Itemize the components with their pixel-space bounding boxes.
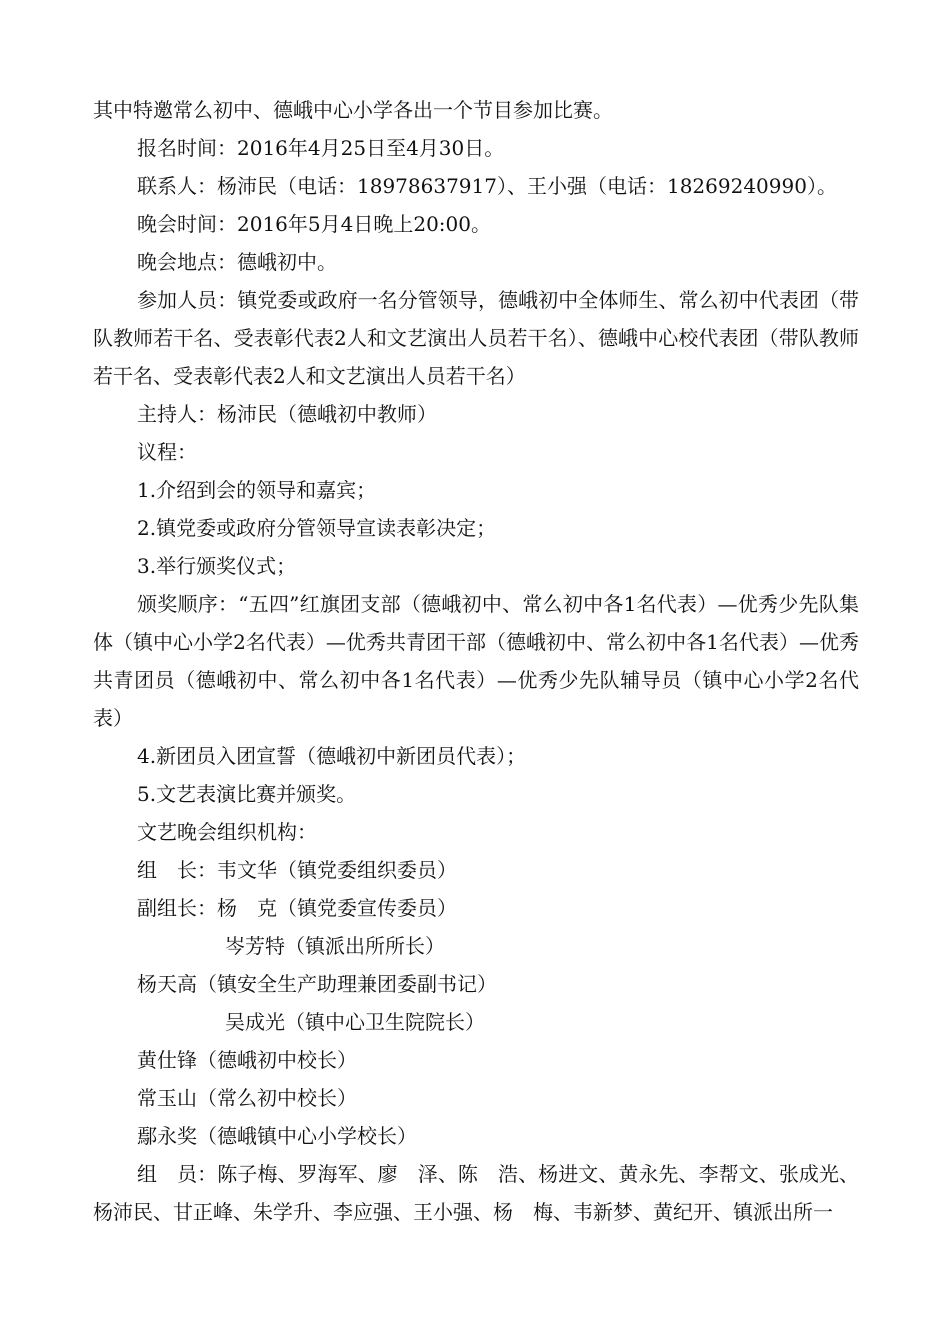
participants-paragraph: 参加人员：镇党委或政府一名分管领导，德峨初中全体师生、常么初中代表团（带队教师若干名、受表彰代表2人和文艺演出人员若干名）、德峨中心校代表团（带队教师若干名、受表彰代表2人和文艺演出人员若干名） [93,288,859,388]
vice-leader-line-6: 常玉山（常么初中校长） [137,1086,357,1110]
members-paragraph: 组 员：陈子梅、罗海军、廖 泽、陈 浩、杨进文、黄永先、李帮文、张成光、杨沛民、甘正峰、朱学升、李应强、王小强、杨 梅、韦新梦、黄纪开、镇派出所一 [93,1162,859,1224]
vice-leader-line-5: 黄仕锋（德峨初中校长） [137,1048,357,1072]
vice-leader-line-4: 吴成光（镇中心卫生院院长） [225,1010,485,1034]
agenda-item-1: 1.介绍到会的领导和嘉宾； [137,478,377,502]
agenda-item-5: 5.文艺表演比赛并颁奖。 [137,782,357,806]
intro-line: 其中特邀常么初中、德峨中心小学各出一个节目参加比赛。 [93,98,613,122]
contact-persons: 联系人：杨沛民（电话：18978637917）、王小强（电话：18269240990）。 [137,174,837,198]
vice-leader-line-3: 杨天高（镇安全生产助理兼团委副书记） [137,972,497,996]
group-leader-line: 组 长：韦文华（镇党委组织委员） [137,858,457,882]
agenda-heading: 议程： [137,440,197,464]
gala-location: 晚会地点：德峨初中。 [137,250,337,274]
vice-leader-line-2: 岑芳特（镇派出所所长） [225,934,445,958]
agenda-item-3: 3.举行颁奖仪式； [137,554,297,578]
agenda-item-4: 4.新团员入团宣誓（德峨初中新团员代表）； [137,744,527,768]
award-order-paragraph: 颁奖顺序：“五四”红旗团支部（德峨初中、常么初中各1名代表）—优秀少先队集体（镇中心小学2名代表）—优秀共青团干部（德峨初中、常么初中各1名代表）—优秀共青团员（德峨初中、常么初中各1名代表）—优秀少先队辅导员（镇中心小学2名代表） [93,592,859,730]
agenda-item-2: 2.镇党委或政府分管领导宣读表彰决定； [137,516,497,540]
vice-leader-line-1: 副组长：杨 克（镇党委宣传委员） [137,896,457,920]
registration-time: 报名时间：2016年4月25日至4月30日。 [137,136,505,160]
document-body [93,91,859,1231]
vice-leader-line-7: 鄢永奖（德峨镇中心小学校长） [137,1124,417,1148]
gala-time: 晚会时间：2016年5月4日晚上20:00。 [137,212,491,236]
host-line: 主持人：杨沛民（德峨初中教师） [137,402,437,426]
org-structure-heading: 文艺晚会组织机构： [137,820,317,844]
